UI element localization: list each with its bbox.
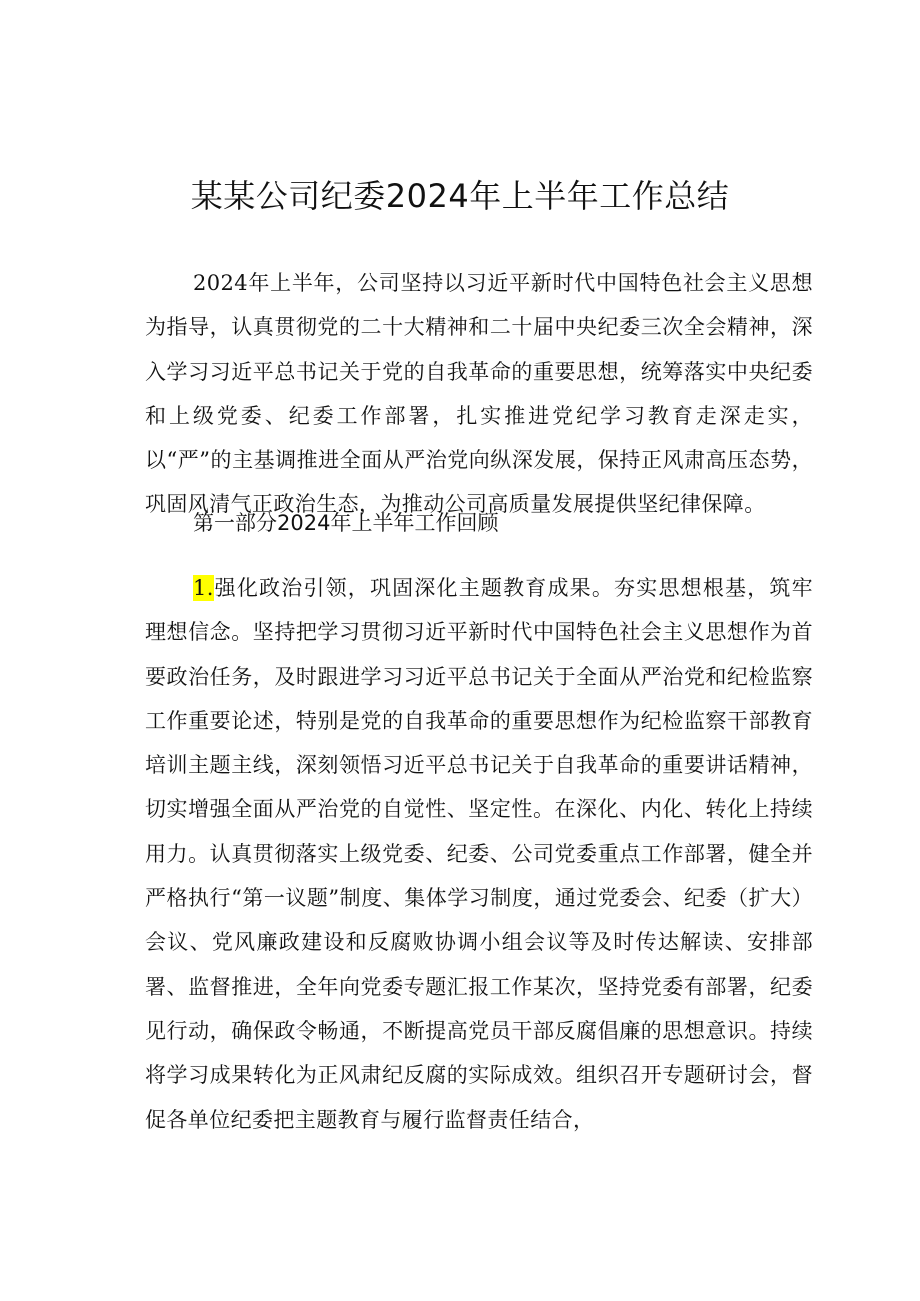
item-paragraph-1 [145, 566, 813, 1142]
document-title: 某某公司纪委2024年上半年工作总结 [190, 177, 730, 216]
intro-paragraph: 2024年上半年，公司坚持以习近平新时代中国特色社会主义思想为指导，认真贯彻党的二十大精神和二十届中央纪委三次全会精神，深入学习习近平总书记关于党的自我革命的重要思想，统筹落实中央纪委和上级党委、纪委工作部署，扎实推进党纪学习教育走深走实，以“严”的主基调推进全面从严治党向纵深发展，保持正风肃高压态势，巩固风清气正政治生态，为推动公司高质量发展提供坚纪律保障。 [145, 271, 813, 517]
section-heading: 第一部分2024年上半年工作回顾 [193, 511, 499, 535]
item-paragraph-1-text: 强化政治引领，巩固深化主题教育成果。夯实思想根基，筑牢理想信念。坚持把学习贯彻习近平新时代中国特色社会主义思想作为首要政治任务，及时跟进学习习近平总书记关于全面从严治党和纪检监察工作重要论述，特别是党的自我革命的重要思想作为纪检监察干部教育培训主题主线，深刻领悟习近平总书记关于自我革命的重要讲话精神，切实增强全面从严治党的自觉性、坚定性。在深化、内化、转化上持续用力。认真贯彻落实上级党委、纪委、公司党委重点工作部署，健全并严格执行“第一议题”制度、集体学习制度，通过党委会、纪委（扩大）会议、党风廉政建设和反腐败协调小组会议等及时传达解读、安排部署、监督推进，全年向党委专题汇报工作某次，坚持党委有部署，纪委见行动，确保政令畅通，不断提高党员干部反腐倡廉的思想意识。持续将学习成果转化为正风肃纪反腐的实际成效。组织召开专题研讨会，督促各单位纪委把主题教育与履行监督责任结合， [145, 576, 813, 1132]
highlighted-item-number: 1. [193, 576, 214, 600]
